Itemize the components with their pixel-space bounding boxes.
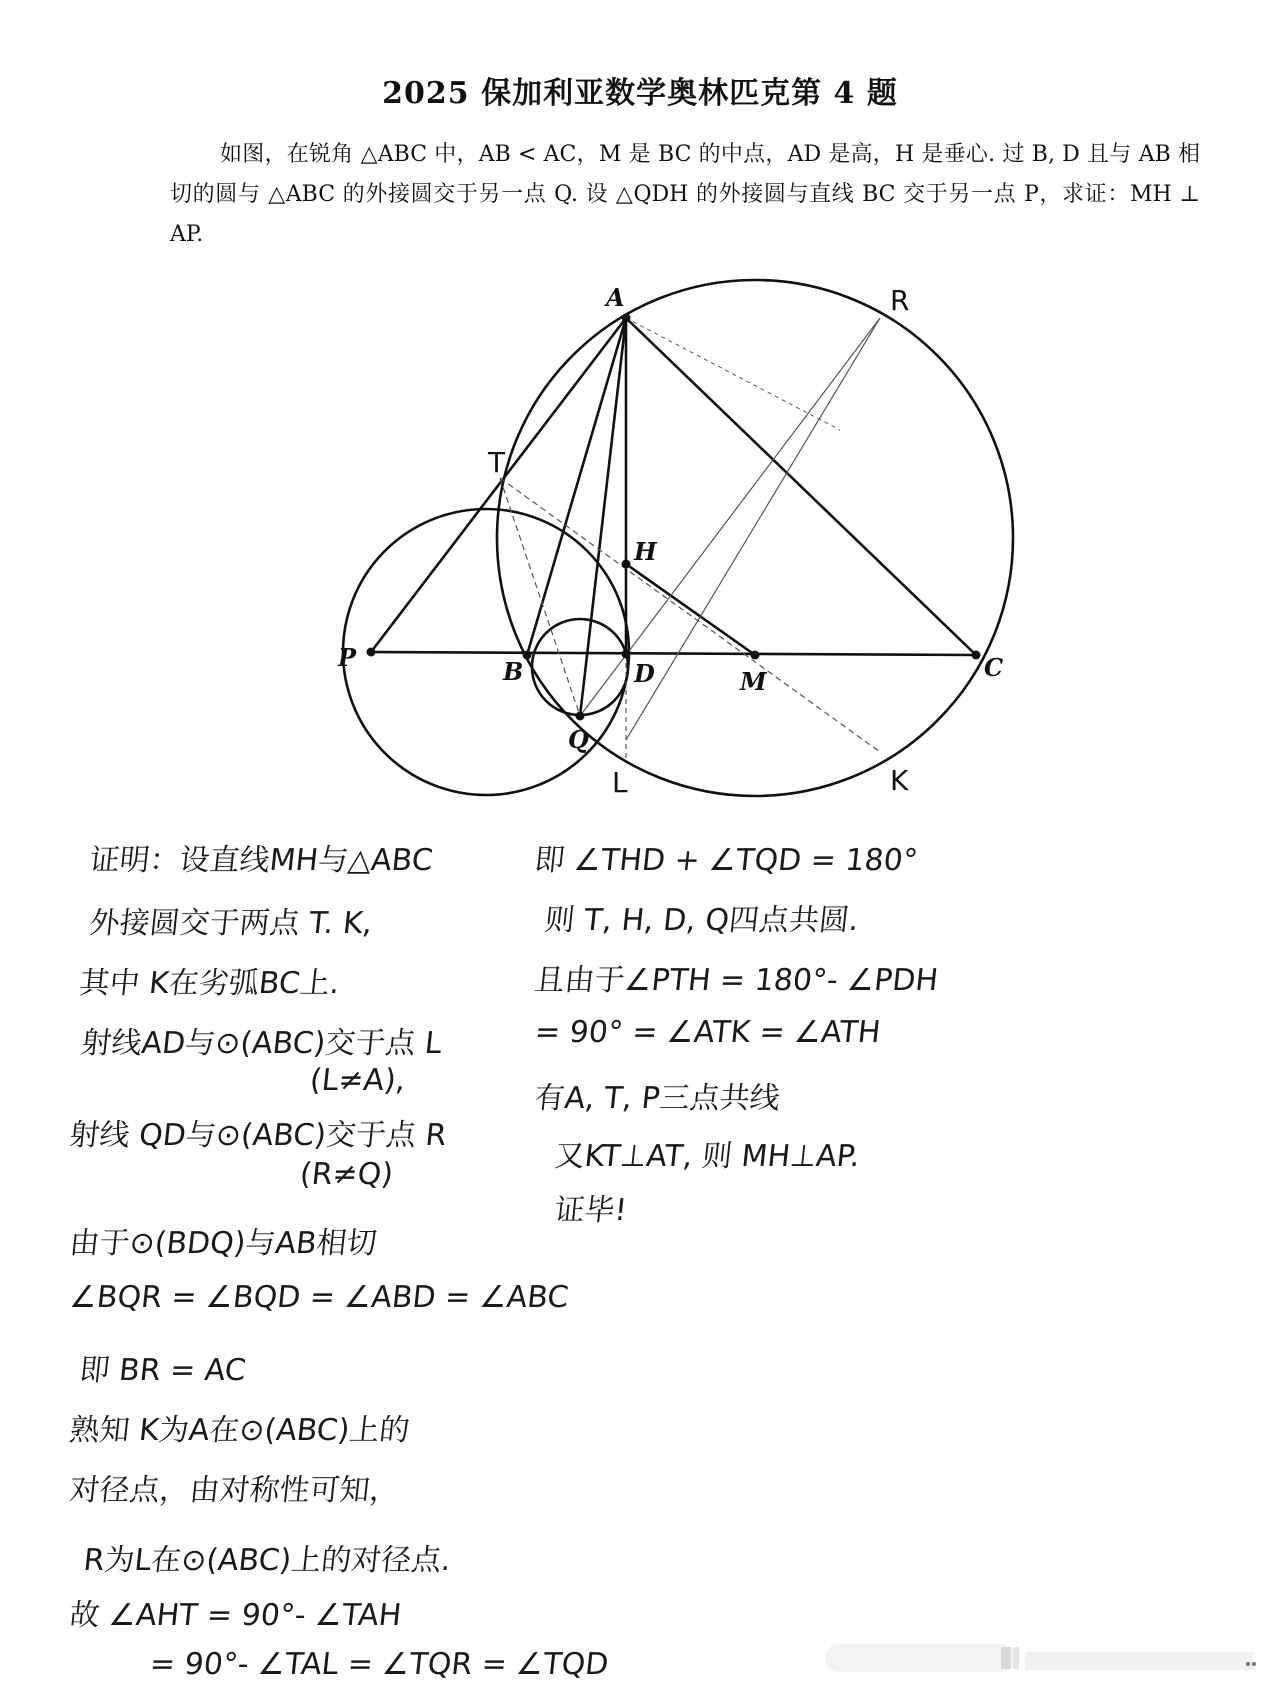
construction-tk: [500, 478, 880, 752]
proof-line: 熟知 K为A在⊙(ABC)上的: [67, 1413, 412, 1448]
page-icon[interactable]: [997, 1644, 1023, 1672]
geometry-figure: [0, 0, 1280, 820]
proof-line: 外接圆交于两点 T. K,: [87, 906, 375, 941]
label-a: A: [606, 283, 625, 312]
proof-line: 有A, T, P三点共线: [532, 1081, 782, 1116]
dots-icon[interactable]: [1241, 1644, 1267, 1672]
point-a: [622, 314, 631, 323]
label-r: R: [890, 284, 910, 317]
proof-line: (R≠Q): [298, 1157, 395, 1192]
proof-line: 射线AD与⊙(ABC)交于点 L: [79, 1026, 444, 1061]
proof-line: ∠BQR = ∠BQD = ∠ABD = ∠ABC: [68, 1280, 571, 1315]
proof-line: 即 ∠THD + ∠TQD = 180°: [532, 843, 920, 878]
point-c: [972, 651, 981, 660]
segment-pc: [371, 652, 976, 655]
proof-line: (L≠A),: [308, 1063, 408, 1098]
point-d: [622, 650, 631, 659]
segment-ab: [527, 318, 626, 655]
segment-aq: [580, 318, 626, 716]
point-m: [751, 651, 760, 660]
toolbar-pill[interactable]: [825, 1644, 1015, 1672]
proof-line: R为L在⊙(ABC)上的对径点.: [81, 1543, 453, 1578]
segment-ac: [626, 318, 976, 655]
proof-line: 其中 K在劣弧BC上.: [77, 966, 342, 1001]
proof-line: 证明：设直线MH与△ABC: [87, 843, 435, 878]
proof-line: 由于⊙(BDQ)与AB相切: [67, 1226, 379, 1261]
circle-bdq: [532, 619, 628, 715]
segment-ap: [371, 318, 626, 652]
viewer-toolbar: [825, 1638, 1270, 1678]
proof-right-column: [532, 835, 955, 1235]
proof-line: 即 BR = AC: [77, 1353, 248, 1388]
proof-line: 且由于∠PTH = 180°- ∠PDH: [532, 963, 940, 998]
proof-line: 射线 QD与⊙(ABC)交于点 R: [67, 1118, 449, 1153]
proof-line: 又KT⊥AT, 则 MH⊥AP.: [552, 1139, 862, 1174]
label-l: L: [612, 766, 628, 799]
proof-line: 故 ∠AHT = 90°- ∠TAH: [67, 1598, 404, 1633]
label-q: Q: [568, 725, 589, 754]
problem-statement: 如图，在锐角 △ABC 中，AB < AC，M 是 BC 的中点，AD 是高，H 是垂心. 过 B, D 且与 AB 相切的圆与 △ABC 的外接圆交于另一点 Q. 设 △QDH 的外接圆与直线 BC 交于另一点 P，求证：MH ⊥ AP.: [170, 142, 1200, 247]
proof-line: 证毕!: [552, 1193, 629, 1228]
toolbar-bar: [1025, 1652, 1253, 1670]
label-d: D: [634, 659, 655, 688]
proof-line: 对径点，由对称性可知，: [67, 1473, 402, 1508]
label-h: H: [634, 537, 657, 566]
label-m: M: [740, 667, 767, 696]
point-b: [523, 651, 532, 660]
point-q: [576, 712, 585, 721]
label-t: T: [488, 446, 506, 479]
proof-line: 则 T, H, D, Q四点共圆.: [542, 903, 861, 938]
label-k: K: [890, 764, 909, 797]
point-h: [622, 560, 631, 569]
page-title: 2025 保加利亚数学奥林匹克第 4 题: [382, 76, 898, 111]
point-p: [367, 648, 376, 657]
label-c: C: [984, 653, 1004, 682]
label-b: B: [503, 657, 524, 686]
geometry-diagram: [0, 0, 1280, 820]
segment-hm: [626, 564, 755, 655]
proof-line: = 90° = ∠ATK = ∠ATH: [533, 1015, 883, 1050]
proof-line: = 90°- ∠TAL = ∠TQR = ∠TQD: [148, 1647, 611, 1682]
label-p: P: [338, 643, 357, 672]
